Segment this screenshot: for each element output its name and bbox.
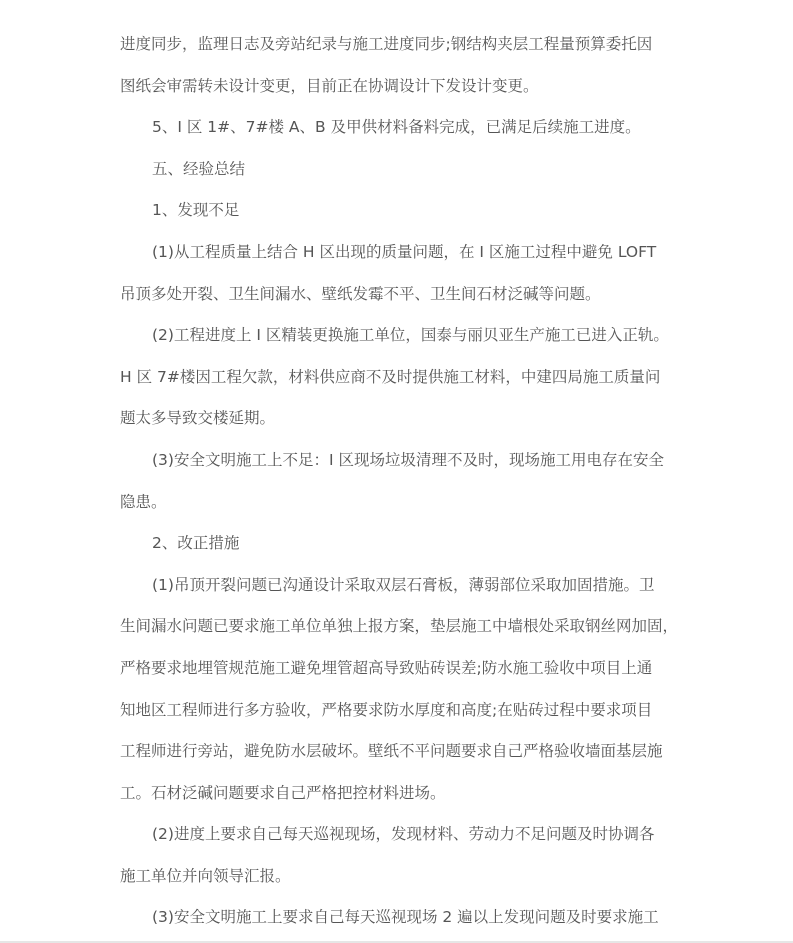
text-line: 工程师进行旁站，避免防水层破坏。壁纸不平问题要求自己严格验收墙面基层施 bbox=[120, 742, 663, 761]
text-line: 进度同步，监理日志及旁站纪录与施工进度同步;钢结构夹层工程量预算委托因 bbox=[120, 35, 653, 53]
text-line: 严格要求地埋管规范施工避免埋管超高导致贴砖误差;防水施工验收中项目上通 bbox=[120, 658, 653, 677]
subsection-heading: 2、改正措施 bbox=[152, 534, 240, 553]
document-body bbox=[120, 24, 695, 939]
text-line: 工。石材泛碱问题要求自己严格把控材料进场。 bbox=[120, 783, 446, 802]
text-line: 图纸会审需转未设计变更，目前正在协调设计下发设计变更。 bbox=[120, 76, 539, 95]
text-line: H 区 7#楼因工程欠款，材料供应商不及时提供施工材料，中建四局施工质量问 bbox=[120, 367, 661, 386]
subsection-heading: 1、发现不足 bbox=[152, 201, 240, 220]
text-line: 施工单位并向领导汇报。 bbox=[120, 866, 291, 885]
text-line: 知地区工程师进行多方验收，严格要求防水厚度和高度;在贴砖过程中要求项目 bbox=[120, 700, 653, 719]
text-line: (1)从工程质量上结合 H 区出现的质量问题，在 I 区施工过程中避免 LOFT bbox=[152, 242, 657, 261]
text-line: 题太多导致交楼延期。 bbox=[120, 409, 276, 428]
section-heading: 五、经验总结 bbox=[152, 159, 246, 178]
text-line: 吊顶多处开裂、卫生间漏水、壁纸发霉不平、卫生间石材泛碱等问题。 bbox=[120, 284, 601, 303]
text-line: (3)安全文明施工上不足：I 区现场垃圾清理不及时，现场施工用电存在安全 bbox=[152, 450, 664, 469]
text-line: (2)工程进度上 I 区精装更换施工单位，国泰与丽贝亚生产施工已进入正轨。 bbox=[152, 326, 669, 345]
text-line: 生间漏水问题已要求施工单位单独上报方案，垫层施工中墙根处采取钢丝网加固， bbox=[120, 617, 679, 636]
text-line: (2)进度上要求自己每天巡视现场，发现材料、劳动力不足问题及时协调各 bbox=[152, 825, 655, 844]
text-line: 隐患。 bbox=[120, 492, 167, 511]
text-line: 5、I 区 1#、7#楼 A、B 及甲供材料备料完成，已满足后续施工进度。 bbox=[152, 118, 641, 137]
text-line: (1)吊顶开裂问题已沟通设计采取双层石膏板，薄弱部位采取加固措施。卫 bbox=[152, 575, 655, 594]
text-line: (3)安全文明施工上要求自己每天巡视现场 2 遍以上发现问题及时要求施工 bbox=[152, 908, 659, 927]
